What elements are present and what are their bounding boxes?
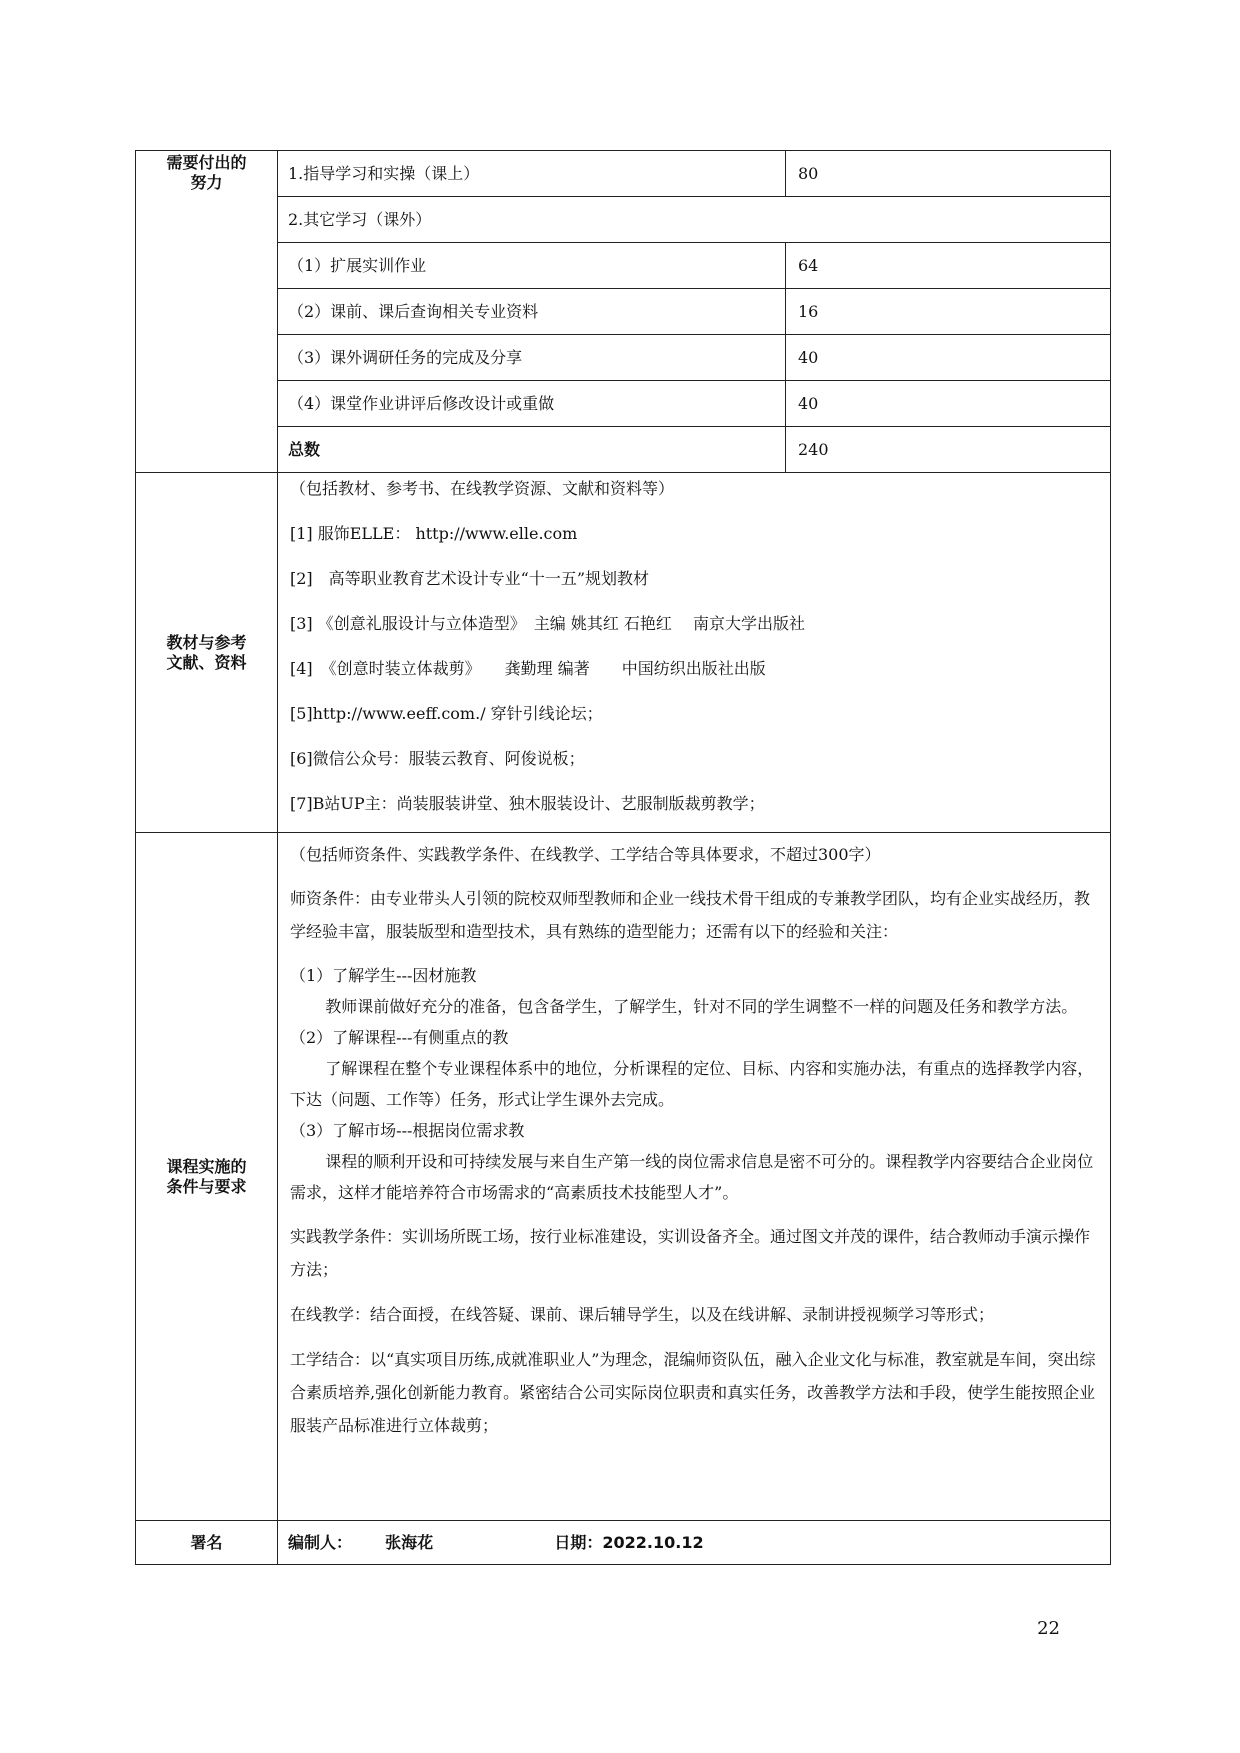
signature-row xyxy=(136,1521,1111,1565)
effort-hours: 80 xyxy=(786,151,1111,197)
effort-item: （4）课堂作业讲评后修改设计或重做 xyxy=(278,381,786,427)
signature-content xyxy=(278,1521,1111,1565)
date-value: 2022.10.12 xyxy=(602,1532,704,1552)
editor-label: 编制人： xyxy=(288,1532,353,1552)
point-1-body: 教师课前做好充分的准备，包含备学生，了解学生，针对不同的学生调整不一样的问题及任务和教学方法。 xyxy=(325,997,1078,1016)
reference-item: [3] 《创意礼服设计与立体造型》 主编 姚其红 石艳红 南京大学出版社 xyxy=(290,614,806,633)
reference-item: [4] 《创意时装立体裁剪》 龚勤理 编著 中国纺织出版社出版 xyxy=(290,659,766,678)
point-3-body: 课程的顺利开设和可持续发展与来自生产第一线的岗位需求信息是密不可分的。课程教学内容要结合企业岗位需求，这样才能培养符合市场需求的“高素质技术技能型人才”。 xyxy=(290,1152,1094,1202)
work-study-integration: 工学结合：以“真实项目历练,成就准职业人”为理念，混编师资队伍，融入企业文化与标准，教室就是车间，突出综合素质培养,强化创新能力教育。紧密结合公司实际岗位职责和真实任务，改善教学方法和手段，使学生能按照企业服装产品标准进行立体裁剪； xyxy=(290,1350,1096,1435)
date-label: 日期： xyxy=(554,1532,603,1552)
point-1-title: （1）了解学生---因材施教 xyxy=(290,966,477,985)
effort-item: （1）扩展实训作业 xyxy=(278,243,786,289)
effort-total-value: 240 xyxy=(786,427,1111,473)
effort-item: 1.指导学习和实操（课上） xyxy=(278,151,786,197)
practice-conditions: 实践教学条件：实训场所既工场，按行业标准建设，实训设备齐全。通过图文并茂的课件，结合教师动手演示操作方法； xyxy=(290,1227,1091,1279)
references-content xyxy=(278,473,1111,833)
references-row xyxy=(136,473,1111,833)
effort-row-2 xyxy=(136,197,1111,243)
effort-item: （2）课前、课后查询相关专业资料 xyxy=(278,289,786,335)
point-2-body: 了解课程在整个专业课程体系中的地位，分析课程的定位、目标、内容和实施办法，有重点的选择教学内容，下达（问题、工作等）任务，形式让学生课外去完成。 xyxy=(290,1059,1094,1109)
effort-hours: 40 xyxy=(786,335,1111,381)
references-intro: （包括教材、参考书、在线教学资源、文献和资料等） xyxy=(290,479,675,498)
conditions-intro: （包括师资条件、实践教学条件、在线教学、工学结合等具体要求，不超过300字） xyxy=(290,845,881,864)
effort-total-label: 总数 xyxy=(278,427,786,473)
effort-item: （3）课外调研任务的完成及分享 xyxy=(278,335,786,381)
teacher-conditions: 师资条件：由专业带头人引领的院校双师型教师和企业一线技术骨干组成的专兼教学团队，均有企业实战经历，教学经验丰富，服装版型和造型技术，具有熟练的造型能力；还需有以下的经验和关注： xyxy=(290,889,1091,941)
conditions-label: 课程实施的 条件与要求 xyxy=(136,833,278,1521)
effort-row-6 xyxy=(136,381,1111,427)
conditions-content xyxy=(278,833,1111,1521)
point-2-title: （2）了解课程---有侧重点的教 xyxy=(290,1028,509,1047)
effort-item: 2.其它学习（课外） xyxy=(278,197,1111,243)
effort-hours: 40 xyxy=(786,381,1111,427)
reference-item: [7]B站UP主：尚装服装讲堂、独木服装设计、艺服制版裁剪教学； xyxy=(290,794,765,813)
references-label: 教材与参考 文献、资料 xyxy=(136,473,278,833)
page-number: 22 xyxy=(1037,1618,1060,1639)
effort-hours: 16 xyxy=(786,289,1111,335)
reference-item: [5]http://www.eeff.com./ 穿针引线论坛； xyxy=(290,704,603,723)
effort-row-5 xyxy=(136,335,1111,381)
signature-label: 署名 xyxy=(136,1521,278,1565)
effort-row-4 xyxy=(136,289,1111,335)
editor-name: 张海花 xyxy=(385,1532,434,1552)
reference-item: [6]微信公众号：服装云教育、阿俊说板； xyxy=(290,749,585,768)
effort-row-3 xyxy=(136,243,1111,289)
effort-label: 需要付出的 努力 xyxy=(136,151,278,473)
reference-item: [1] 服饰ELLE： http://www.elle.com xyxy=(290,524,578,543)
online-teaching: 在线教学：结合面授，在线答疑、课前、课后辅导学生，以及在线讲解、录制讲授视频学习等形式； xyxy=(290,1305,995,1324)
conditions-row xyxy=(136,833,1111,1521)
effort-row-1 xyxy=(136,151,1111,197)
point-3-title: （3）了解市场---根据岗位需求教 xyxy=(290,1121,525,1140)
reference-item: [2] 高等职业教育艺术设计专业“十一五”规划教材 xyxy=(290,569,650,588)
effort-total-row xyxy=(136,427,1111,473)
course-info-table xyxy=(135,150,1111,1565)
effort-hours: 64 xyxy=(786,243,1111,289)
